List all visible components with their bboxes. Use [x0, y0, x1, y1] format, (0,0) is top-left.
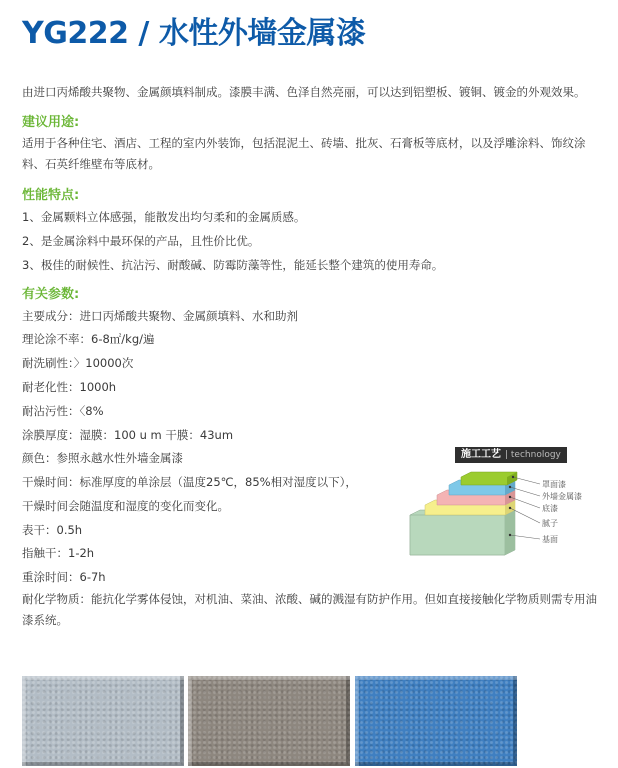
technology-label-en: | technology: [505, 450, 561, 460]
layer-diagram: [405, 470, 545, 570]
param-line: 表干：0.5h: [22, 523, 83, 537]
param-line: 颜色：参照永越水性外墙金属漆: [22, 451, 183, 465]
layer-label-primer: 底漆: [542, 504, 558, 513]
param-line: 理论涂不率：6-8㎡/kg/遍: [22, 332, 155, 346]
param-line: 重涂时间：6-7h: [22, 570, 106, 584]
params-heading: 有关参数:: [22, 287, 80, 302]
layer-label-putty: 腻子: [542, 519, 558, 528]
page-title: YG222 / 水性外墙金属漆: [22, 16, 366, 51]
layer-label-metallic: 外墙金属漆: [542, 492, 582, 501]
technology-label-zh: 施工工艺: [461, 449, 501, 460]
param-line: 涂膜厚度：湿膜：100 u m 干膜：43um: [22, 428, 234, 442]
feature-item: 1、金属颗料立体感强，能散发出均匀柔和的金属质感。: [22, 210, 306, 224]
param-line: 耐沾污性：〈8%: [22, 404, 104, 418]
layer-label-base: 基面: [542, 535, 558, 544]
param-line: 指触干：1-2h: [22, 546, 95, 560]
param-line: 耐老化性：1000h: [22, 380, 117, 394]
param-line: 耐洗刷性：〉10000次: [22, 356, 134, 370]
chemical-resistance-text: 耐化学物质：能抗化学雾体侵蚀，对机油、菜油、浓酸、碱的溅湿有防护作用。但如直接接触化学物质则需专用油漆系统。: [22, 592, 597, 627]
color-swatch-blue: [355, 676, 517, 766]
technology-label: [455, 447, 567, 463]
color-swatch-gray: [22, 676, 184, 766]
color-swatch-brown: [188, 676, 350, 766]
intro-text: 由进口丙烯酸共聚物、金属颜填料制成。漆膜丰满、色泽自然亮丽，可以达到铝塑板、镀铜、镀金的外观效果。: [22, 85, 586, 99]
param-line: 干燥时间会随温度和湿度的变化而变化。: [22, 499, 229, 513]
param-line: 主要成分：进口丙烯酸共聚物、金属颜填料、水和助剂: [22, 309, 298, 323]
usage-text: 适用于各种住宅、酒店、工程的室内外装饰，包括混泥土、砖墙、批灰、石膏板等底材，以及浮雕涂料、饰纹涂料、石英纤维壁布等底材。: [22, 136, 586, 171]
feature-item: 2、是金属涂料中最环保的产品，且性价比优。: [22, 234, 260, 248]
usage-heading: 建议用途:: [22, 115, 80, 130]
feature-item: 3、极佳的耐候性、抗沾污、耐酸碱、防霉防藻等性，能延长整个建筑的使用寿命。: [22, 258, 444, 272]
features-heading: 性能特点:: [22, 188, 80, 203]
layer-label-topcoat: 罩面漆: [542, 480, 566, 489]
param-line: 干燥时间：标准厚度的单涂层（温度25℃，85%相对湿度以下），: [22, 475, 357, 489]
